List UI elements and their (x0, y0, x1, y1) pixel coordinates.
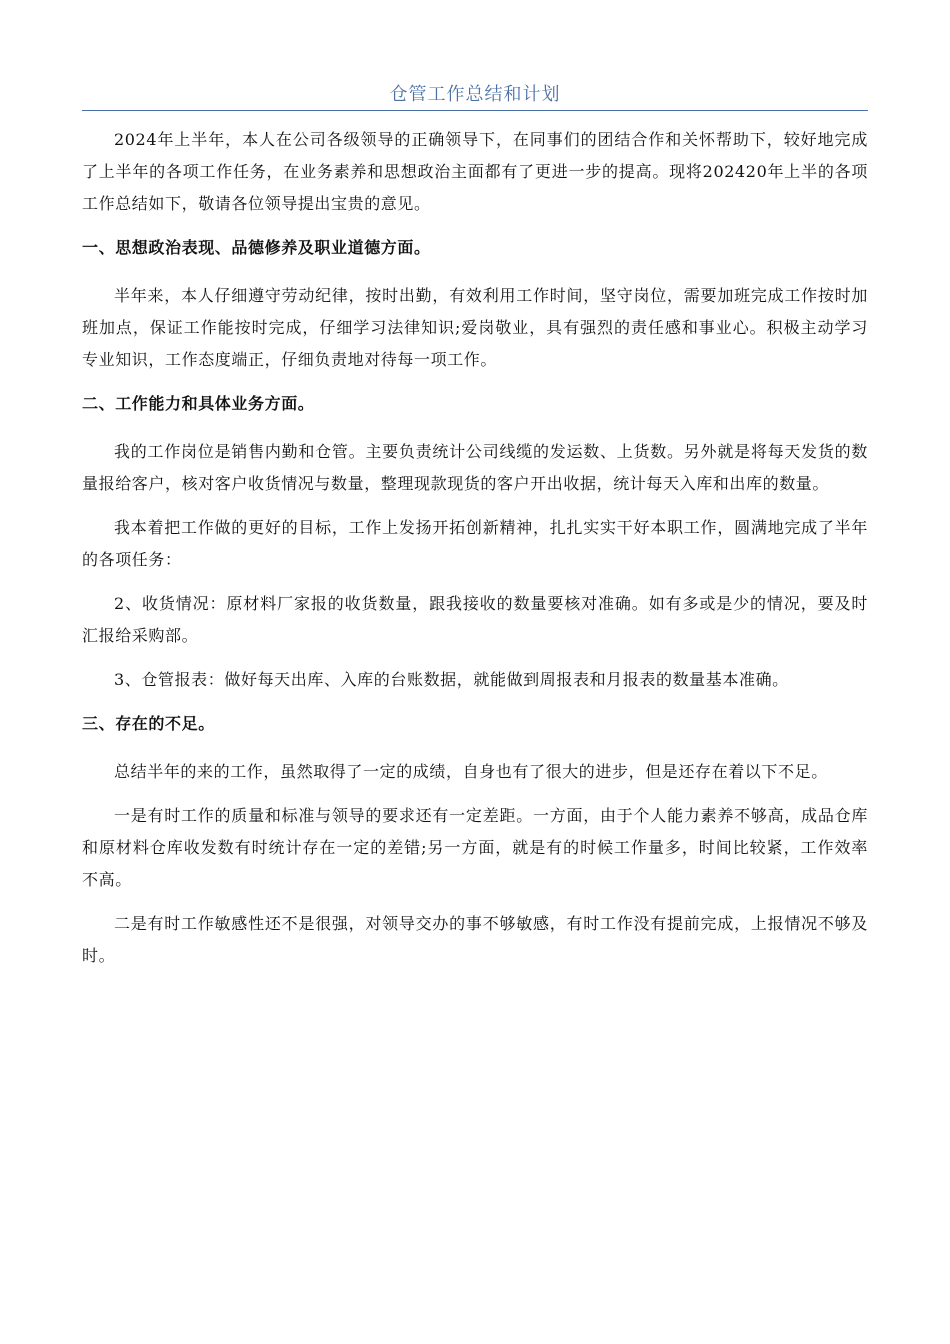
section-2-paragraph-2: 我本着把工作做的更好的目标，工作上发扬开拓创新精神，扎扎实实干好本职工作，圆满地完成了半年的各项任务： (82, 518, 868, 569)
section-2-paragraph-1: 我的工作岗位是销售内勤和仓管。主要负责统计公司线缆的发运数、上货数。另外就是将每天发货的数量报给客户，核对客户收货情况与数量，整理现款现货的客户开出收据，统计每天入库和出库的数量。 (82, 442, 868, 493)
intro-paragraph: 2024年上半年，本人在公司各级领导的正确领导下，在同事们的团结合作和关怀帮助下，较好地完成了上半年的各项工作任务，在业务素养和思想政治主面都有了更进一步的提高。现将202420年上半的各项工作总结如下，敬请各位领导提出宝贵的意见。 (82, 130, 868, 213)
section-3-paragraph-3: 二是有时工作敏感性还不是很强，对领导交办的事不够敏感，有时工作没有提前完成，上报情况不够及时。 (82, 914, 868, 965)
document-header (82, 80, 868, 111)
section-heading-3: 三、存在的不足。 (82, 714, 215, 733)
section-3-paragraph-1: 总结半年的来的工作，虽然取得了一定的成绩，自身也有了很大的进步，但是还存在着以下不足。 (114, 762, 828, 781)
section-1-paragraph-1: 半年来，本人仔细遵守劳动纪律，按时出勤，有效利用工作时间，坚守岗位，需要加班完成工作按时加班加点，保证工作能按时完成，仔细学习法律知识;爱岗敬业，具有强烈的责任感和事业心。积极主动学习专业知识，工作态度端正，仔细负责地对待每一项工作。 (82, 286, 868, 369)
section-2-paragraph-4: 3、仓管报表：做好每天出库、入库的台账数据，就能做到周报表和月报表的数量基本准确。 (114, 670, 789, 689)
section-3-paragraph-2: 一是有时工作的质量和标准与领导的要求还有一定差距。一方面，由于个人能力素养不够高，成品仓库和原材料仓库收发数有时统计存在一定的差错;另一方面，就是有的时候工作量多，时间比较紧，工作效率不高。 (82, 806, 868, 889)
section-2-paragraph-3: 2、收货情况：原材料厂家报的收货数量，跟我接收的数量要核对准确。如有多或是少的情况，要及时汇报给采购部。 (82, 594, 868, 645)
document-title: 仓管工作总结和计划 (389, 84, 561, 105)
section-heading-2: 二、工作能力和具体业务方面。 (82, 394, 315, 413)
document-body (82, 124, 868, 984)
section-heading-1: 一、思想政治表现、品德修养及职业道德方面。 (82, 238, 431, 257)
